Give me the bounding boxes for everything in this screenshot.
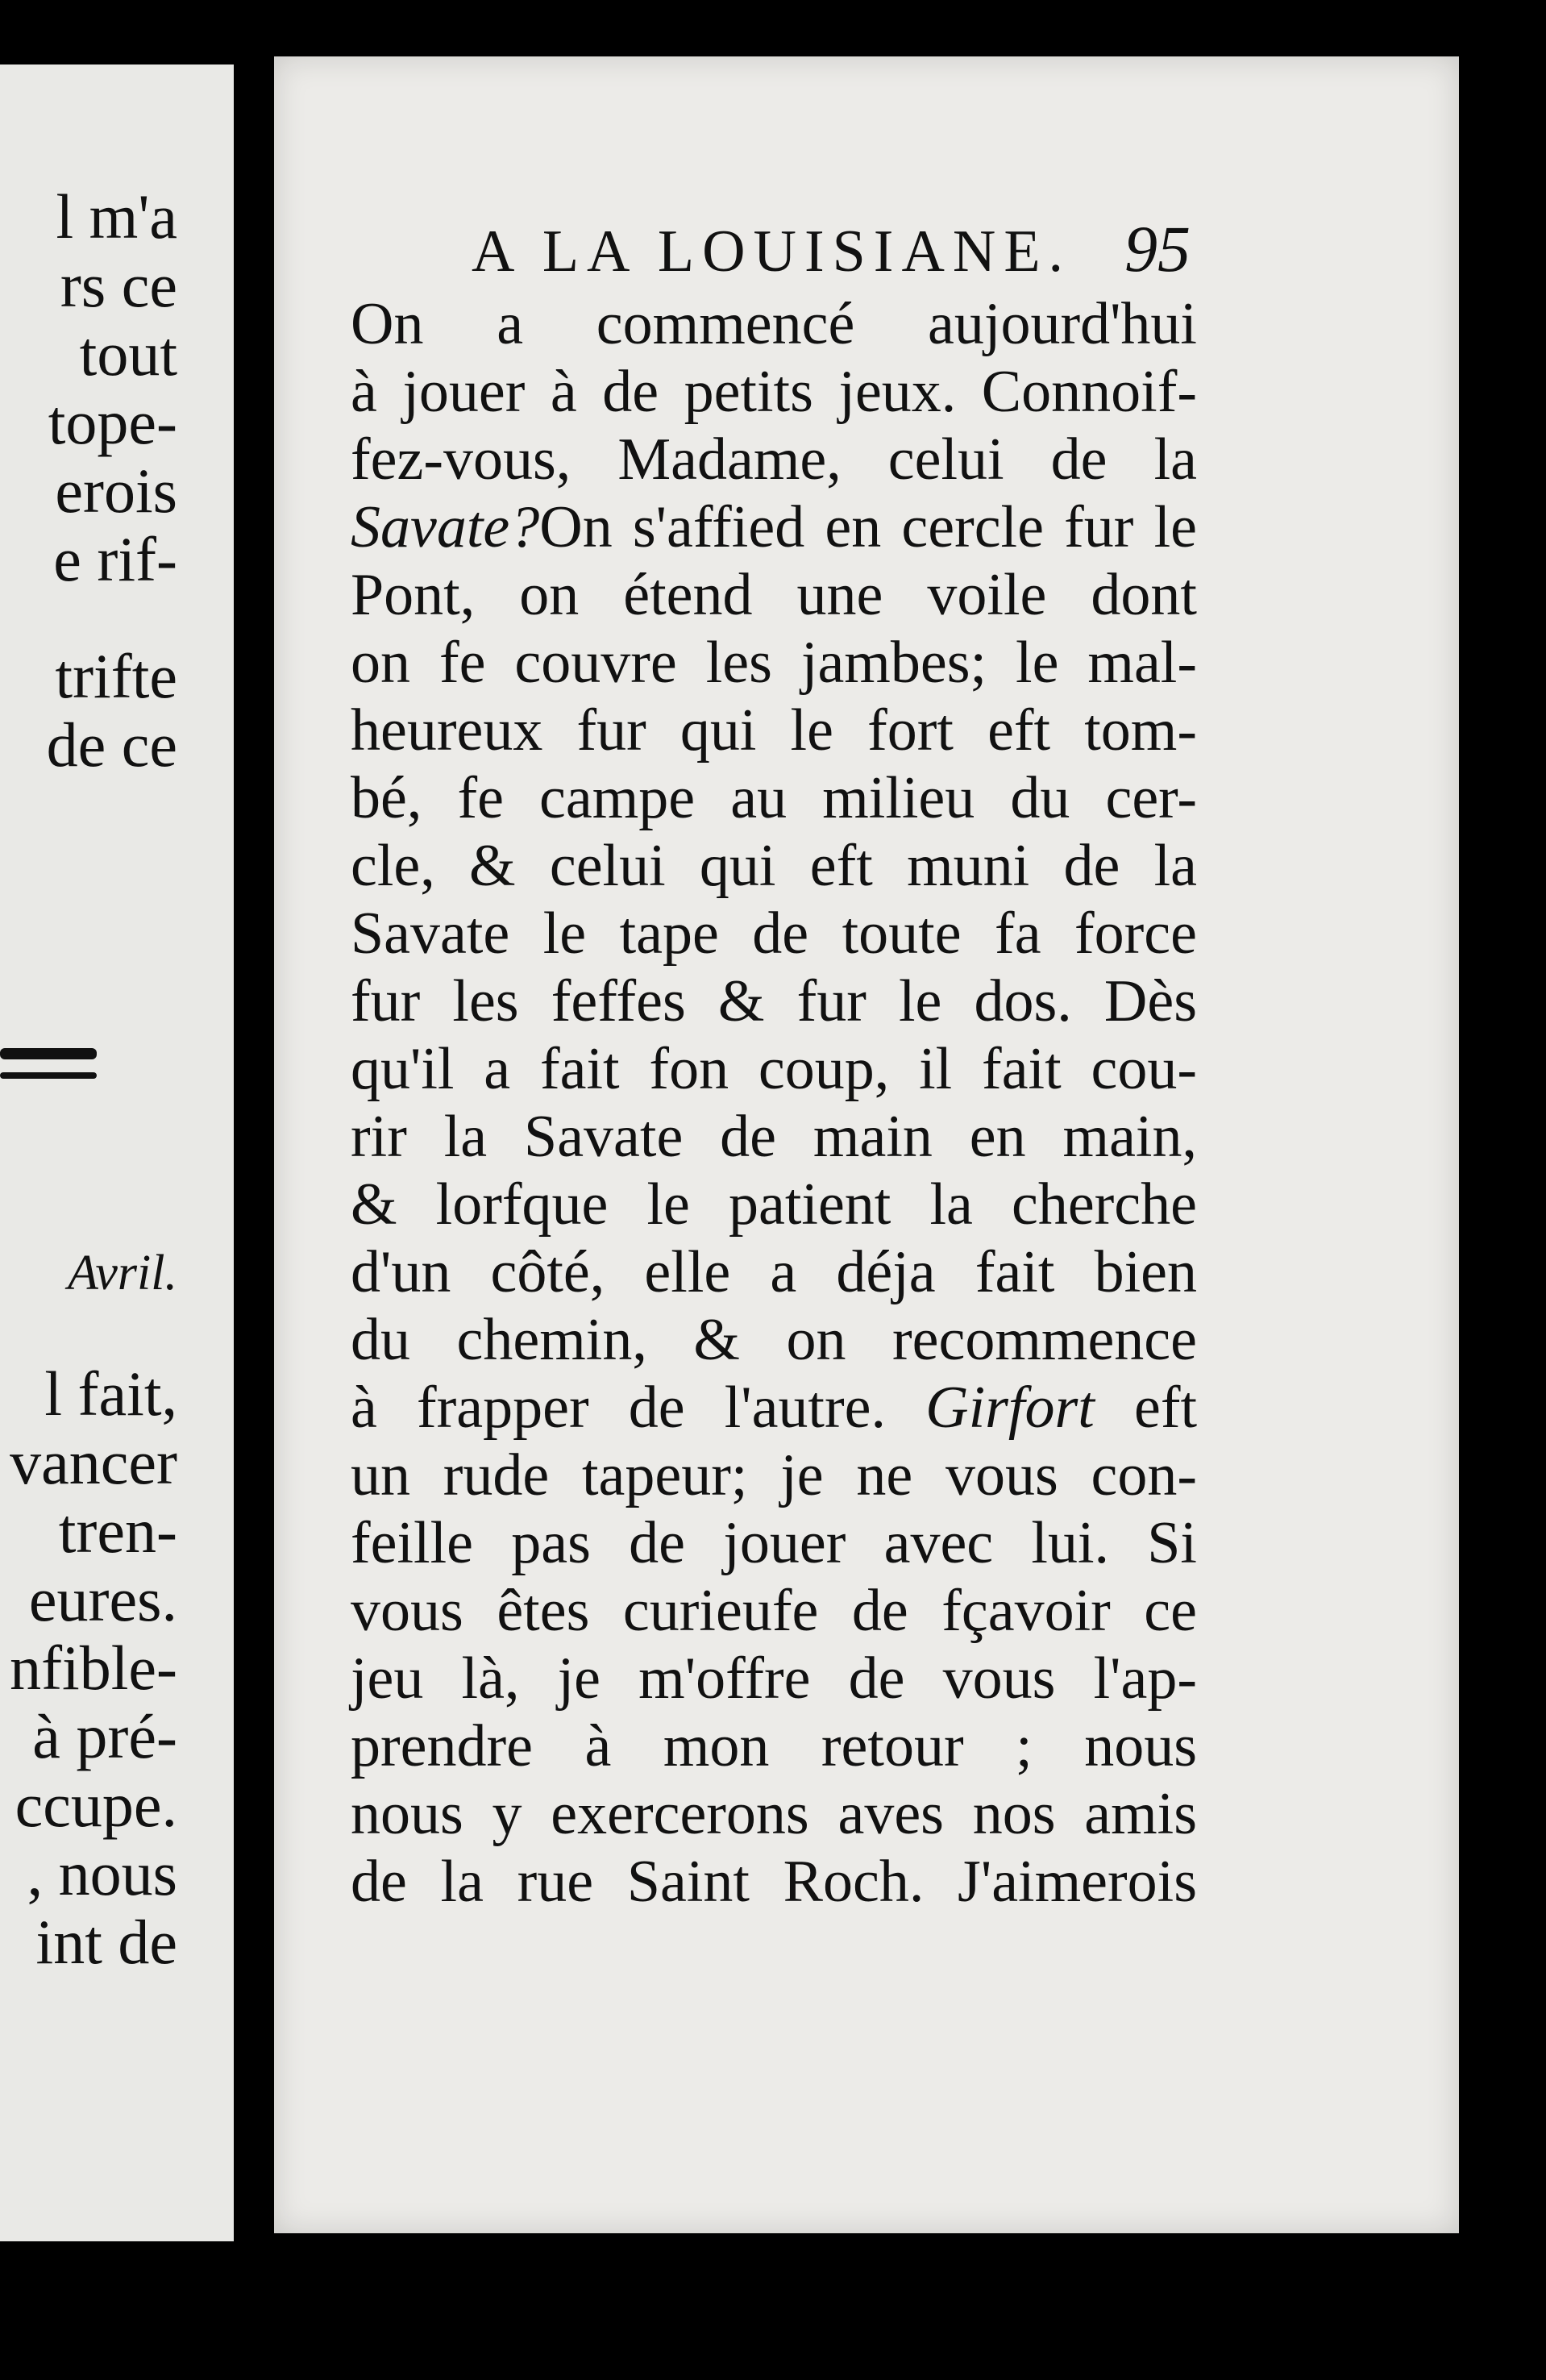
previous-page-fragment (0, 64, 234, 2241)
text-line: On a commencé aujourd'hui (351, 291, 1197, 357)
left-fragment-line: de ce (46, 709, 177, 780)
left-fragment-line: erois (55, 456, 177, 526)
book-page (274, 56, 1459, 2233)
text-line: du chemin, & on recommence (351, 1307, 1197, 1373)
text-line: feille pas de jouer avec lui. Si (351, 1510, 1197, 1576)
text-line: jeu là, je m'offre de vous l'ap- (351, 1646, 1197, 1712)
text-line: de la rue Saint Roch. J'aimerois (351, 1849, 1197, 1915)
left-fragment-line: vancer (10, 1427, 177, 1497)
left-fragment-date: Avril. (67, 1246, 177, 1300)
italic-savate: Savate? (351, 494, 540, 560)
text-line: rir la Savate de main en main, (351, 1104, 1197, 1170)
text-line: & lorfque le patient la cherche (351, 1171, 1197, 1238)
left-fragment-line: nfible- (10, 1633, 177, 1703)
text-line: fez-vous, Madame, celui de la (351, 426, 1197, 493)
text-line: cle, & celui qui eft muni de la (351, 833, 1197, 899)
text-line: fur les feffes & fur le dos. Dès (351, 968, 1197, 1034)
left-fragment-line: , nous (27, 1838, 177, 1908)
text-line-end: eft (1094, 1375, 1198, 1441)
left-fragment-line: trifte (55, 641, 177, 711)
text-line: bé, fe campe au milieu du cer- (351, 765, 1197, 831)
left-fragment-line: eures. (28, 1564, 177, 1634)
running-title: A LA LOUISIANE. (472, 218, 1072, 285)
text-line: Pont, on étend une voile dont (351, 562, 1197, 628)
text-line: d'un côté, elle a déja fait bien (351, 1239, 1197, 1305)
left-fragment-line: à pré- (32, 1701, 177, 1771)
left-fragment-line: l m'a (56, 181, 177, 252)
section-rule (0, 1048, 97, 1059)
text-line: Savate le tape de toute fa force (351, 901, 1197, 967)
left-fragment-line: l fait, (44, 1359, 177, 1429)
italic-girfort: Girfort (925, 1375, 1095, 1441)
body-text (351, 290, 1197, 1916)
left-fragment-line: rs ce (60, 250, 177, 320)
text-line: prendre à mon retour ; nous (351, 1713, 1197, 1779)
left-fragment-line: tope- (48, 387, 177, 457)
text-line: qu'il a fait fon coup, il fait cou- (351, 1036, 1197, 1102)
text-line (351, 493, 1197, 561)
text-line-start: à frapper de l'autre. (351, 1375, 886, 1441)
running-head (274, 212, 1427, 290)
text-line: un rude tapeur; je ne vous con- (351, 1442, 1197, 1508)
left-fragment-line: int de (35, 1907, 177, 1977)
left-fragment-line: tout (79, 318, 177, 389)
text-line: nous y exercerons aves nos amis (351, 1781, 1197, 1847)
text-line: vous êtes curieufe de fçavoir ce (351, 1578, 1197, 1644)
left-fragment-line: tren- (58, 1496, 177, 1566)
text-line: on fe couvre les jambes; le mal- (351, 630, 1197, 696)
section-rule (0, 1072, 97, 1079)
text-line-rest: On s'affied en cercle fur le (539, 494, 1197, 560)
left-fragment-line: e rif- (53, 524, 177, 594)
page-number: 95 (1124, 212, 1191, 285)
left-fragment-line: ccupe. (15, 1770, 177, 1840)
text-line (351, 1374, 1197, 1442)
text-line: à jouer à de petits jeux. Connoif- (351, 359, 1197, 425)
text-line: heureux fur qui le fort eft tom- (351, 697, 1197, 764)
